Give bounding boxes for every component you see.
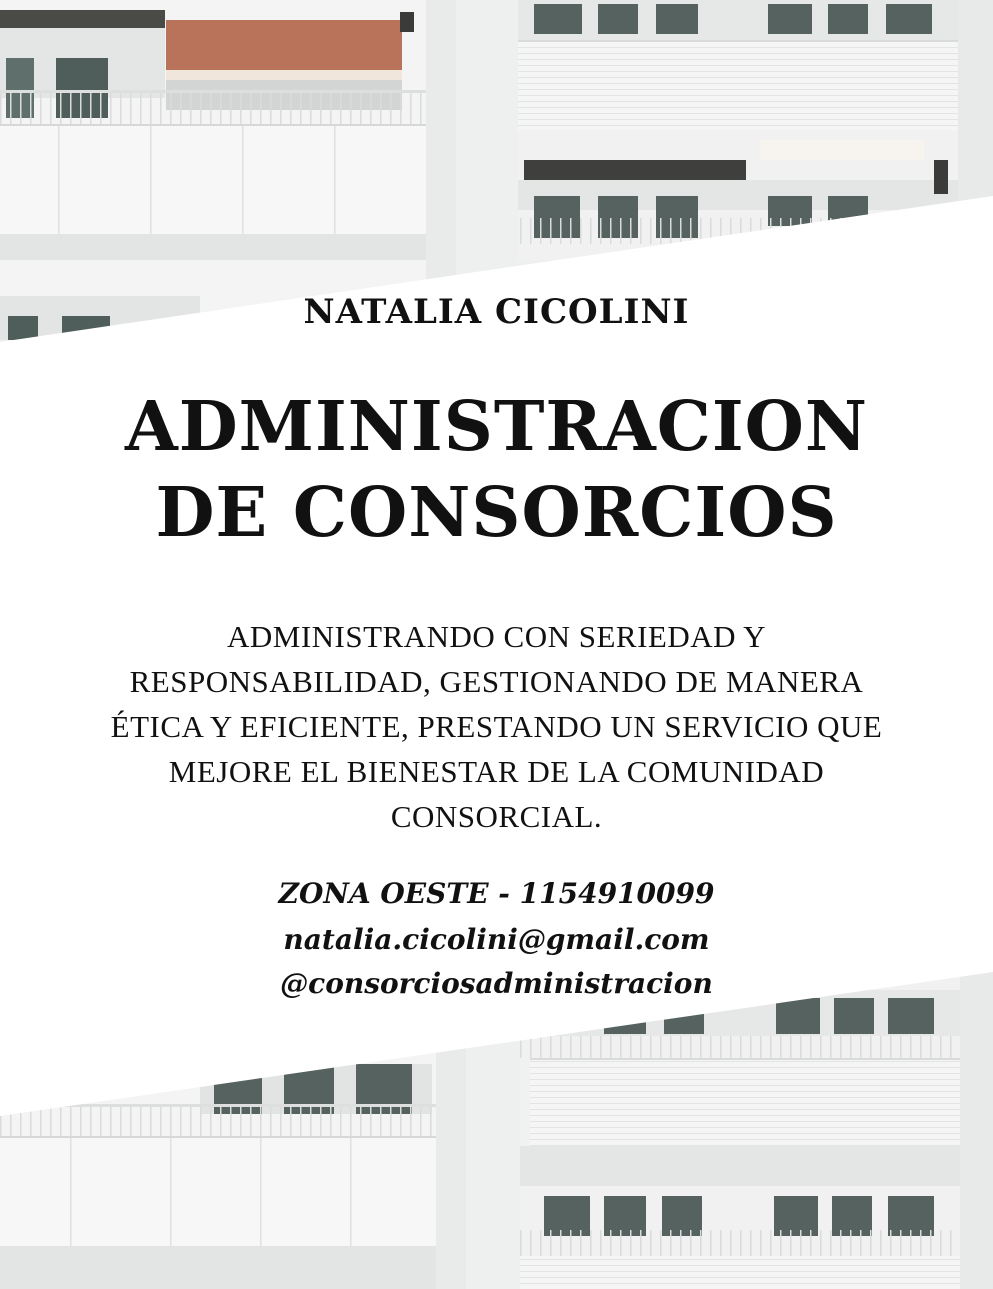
owner-name: NATALIA CICOLINI xyxy=(303,292,690,332)
zone-phone: ZONA OESTE - 1154910099 xyxy=(278,877,715,910)
headline-line-1: ADMINISTRACION xyxy=(124,387,869,467)
email-address: natalia.cicolini@gmail.com xyxy=(283,923,710,956)
headline-line-2: DE CONSORCIOS xyxy=(155,473,838,553)
instagram-handle: @consorciosadministracion xyxy=(280,967,713,1000)
mission-statement: ADMINISTRANDO CON SERIEDAD Y RESPONSABILIDAD, GESTIONANDO DE MANERA ÉTICA Y EFICIENTE, PRESTANDO UN SERVICIO QUE MEJORE EL BIENESTAR DE LA COMUNIDAD CONSORCIAL. xyxy=(110,619,883,834)
